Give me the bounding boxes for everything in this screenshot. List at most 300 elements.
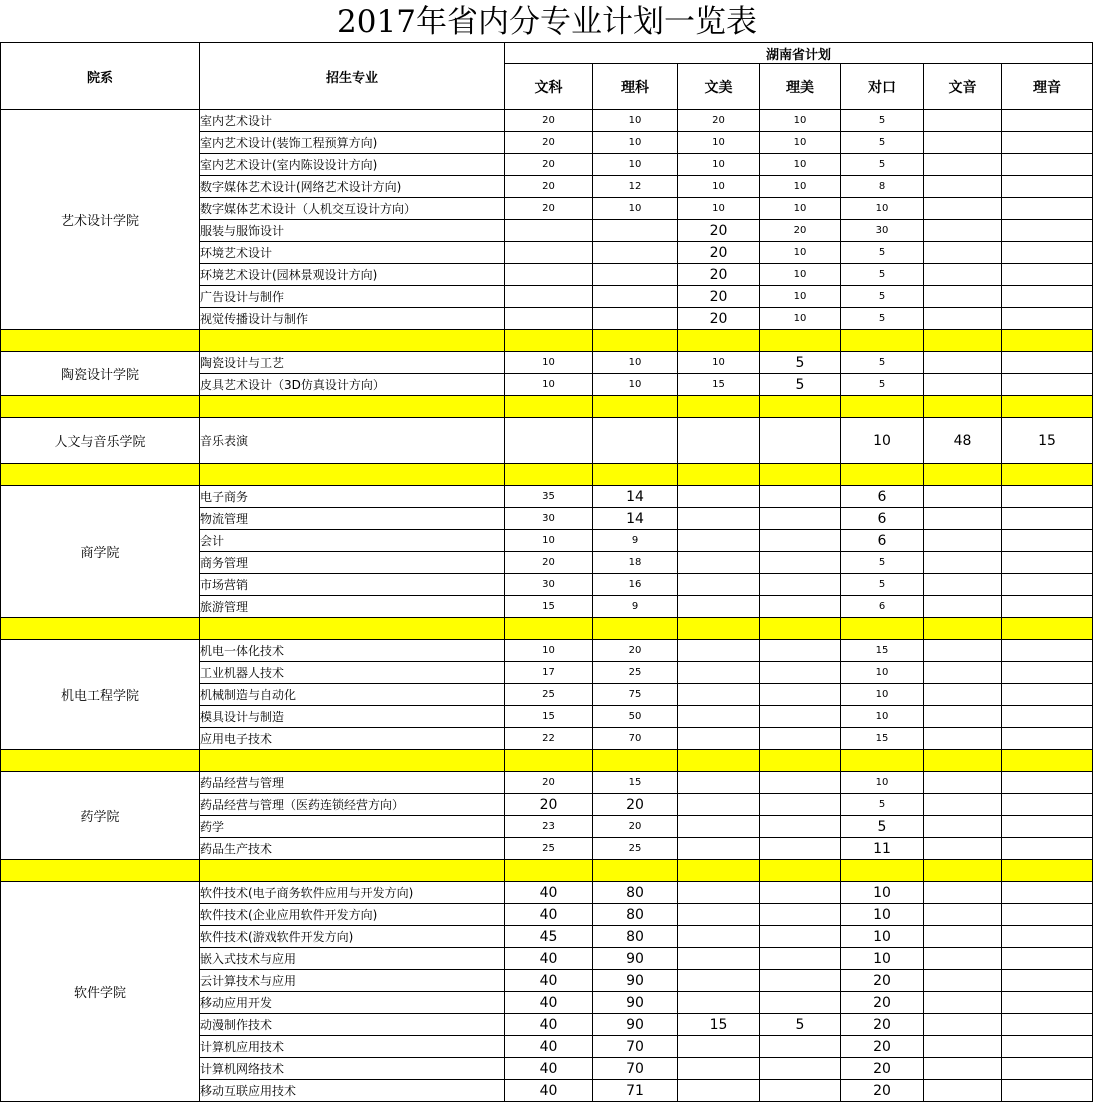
separator-cell: [760, 464, 841, 486]
quota-cell: [1002, 198, 1093, 220]
quota-cell: 15: [678, 1014, 760, 1036]
quota-cell: [924, 508, 1002, 530]
quota-cell: 40: [505, 1036, 593, 1058]
quota-cell: [1002, 574, 1093, 596]
quota-cell: 14: [593, 508, 678, 530]
quota-cell: 5: [760, 374, 841, 396]
separator-row: [1, 330, 1093, 352]
major-name: 计算机网络技术: [200, 1058, 505, 1080]
quota-cell: 15: [593, 772, 678, 794]
quota-cell: [924, 198, 1002, 220]
separator-cell: [841, 750, 924, 772]
major-name: 会计: [200, 530, 505, 552]
quota-cell: 10: [593, 198, 678, 220]
quota-cell: 90: [593, 992, 678, 1014]
quota-cell: 5: [841, 794, 924, 816]
quota-cell: [924, 640, 1002, 662]
quota-cell: [924, 110, 1002, 132]
quota-cell: 20: [841, 1058, 924, 1080]
separator-cell: [1002, 396, 1093, 418]
major-name: 机械制造与自动化: [200, 684, 505, 706]
quota-cell: [924, 794, 1002, 816]
quota-cell: 20: [593, 794, 678, 816]
quota-cell: [678, 418, 760, 464]
quota-cell: [678, 508, 760, 530]
separator-cell: [678, 750, 760, 772]
quota-cell: 10: [841, 904, 924, 926]
quota-cell: 14: [593, 486, 678, 508]
quota-cell: [505, 242, 593, 264]
major-name: 市场营销: [200, 574, 505, 596]
separator-cell: [1002, 464, 1093, 486]
major-name: 嵌入式技术与应用: [200, 948, 505, 970]
quota-cell: 80: [593, 926, 678, 948]
quota-cell: 5: [841, 574, 924, 596]
separator-cell: [760, 618, 841, 640]
table-row: [1, 352, 1093, 374]
quota-cell: 5: [841, 154, 924, 176]
major-column-header: 招生专业: [200, 43, 505, 110]
quota-cell: [760, 728, 841, 750]
separator-cell: [924, 618, 1002, 640]
quota-cell: 10: [678, 198, 760, 220]
quota-cell: [678, 882, 760, 904]
quota-cell: [924, 728, 1002, 750]
quota-cell: 48: [924, 418, 1002, 464]
quota-cell: [1002, 110, 1093, 132]
separator-cell: [1002, 750, 1093, 772]
quota-cell: 10: [593, 374, 678, 396]
major-name: 应用电子技术: [200, 728, 505, 750]
separator-cell: [1002, 618, 1093, 640]
quota-cell: [678, 1080, 760, 1102]
quota-cell: 10: [760, 308, 841, 330]
major-name: 环境艺术设计(园林景观设计方向): [200, 264, 505, 286]
major-name: 药品经营与管理（医药连锁经营方向）: [200, 794, 505, 816]
separator-cell: [1002, 330, 1093, 352]
separator-cell: [1, 618, 200, 640]
quota-cell: 10: [841, 418, 924, 464]
quota-cell: [1002, 1036, 1093, 1058]
quota-cell: 35: [505, 486, 593, 508]
quota-cell: 9: [593, 596, 678, 618]
major-name: 室内艺术设计(室内陈设设计方向): [200, 154, 505, 176]
quota-cell: [760, 904, 841, 926]
quota-cell: 11: [841, 838, 924, 860]
column-header: 对口: [841, 64, 924, 110]
quota-cell: [593, 264, 678, 286]
quota-cell: [678, 596, 760, 618]
quota-cell: [593, 242, 678, 264]
separator-cell: [1, 860, 200, 882]
separator-cell: [593, 396, 678, 418]
quota-cell: [924, 816, 1002, 838]
quota-cell: [760, 838, 841, 860]
quota-cell: 6: [841, 486, 924, 508]
quota-cell: 18: [593, 552, 678, 574]
header-row-top: [1, 43, 1093, 64]
quota-cell: 5: [841, 816, 924, 838]
major-name: 旅游管理: [200, 596, 505, 618]
quota-cell: 20: [841, 1014, 924, 1036]
quota-cell: [1002, 662, 1093, 684]
quota-cell: [760, 816, 841, 838]
quota-cell: 5: [841, 374, 924, 396]
quota-cell: 40: [505, 882, 593, 904]
separator-cell: [505, 750, 593, 772]
quota-cell: 5: [841, 132, 924, 154]
separator-cell: [678, 396, 760, 418]
quota-cell: 10: [841, 662, 924, 684]
quota-cell: [924, 220, 1002, 242]
quota-cell: [924, 486, 1002, 508]
separator-cell: [678, 330, 760, 352]
quota-cell: [1002, 486, 1093, 508]
quota-cell: 30: [841, 220, 924, 242]
separator-cell: [924, 464, 1002, 486]
quota-cell: 20: [841, 1036, 924, 1058]
quota-cell: [1002, 1080, 1093, 1102]
quota-cell: 20: [505, 552, 593, 574]
quota-cell: 20: [593, 816, 678, 838]
separator-row: [1, 750, 1093, 772]
quota-cell: 10: [760, 198, 841, 220]
quota-cell: [678, 640, 760, 662]
quota-cell: [760, 574, 841, 596]
quota-cell: [760, 418, 841, 464]
quota-cell: 70: [593, 1036, 678, 1058]
separator-cell: [200, 750, 505, 772]
quota-cell: [924, 574, 1002, 596]
major-name: 商务管理: [200, 552, 505, 574]
quota-cell: 10: [593, 132, 678, 154]
separator-cell: [760, 750, 841, 772]
dept-column-header: 院系: [1, 43, 200, 110]
quota-cell: [1002, 794, 1093, 816]
quota-cell: 10: [505, 352, 593, 374]
page-title: 2017年省内分专业计划一览表: [337, 4, 757, 40]
quota-cell: [1002, 772, 1093, 794]
separator-cell: [593, 330, 678, 352]
quota-cell: [1002, 1058, 1093, 1080]
quota-cell: 10: [841, 198, 924, 220]
major-name: 工业机器人技术: [200, 662, 505, 684]
quota-cell: 70: [593, 1058, 678, 1080]
quota-cell: [505, 418, 593, 464]
quota-cell: 23: [505, 816, 593, 838]
quota-cell: [1002, 882, 1093, 904]
quota-cell: 71: [593, 1080, 678, 1102]
separator-cell: [924, 750, 1002, 772]
separator-row: [1, 618, 1093, 640]
quota-cell: [760, 662, 841, 684]
quota-cell: [924, 706, 1002, 728]
quota-cell: [924, 684, 1002, 706]
table-row: [1, 110, 1093, 132]
quota-cell: [924, 176, 1002, 198]
major-name: 软件技术(电子商务软件应用与开发方向): [200, 882, 505, 904]
quota-cell: 10: [760, 286, 841, 308]
quota-cell: [678, 728, 760, 750]
quota-cell: [760, 1036, 841, 1058]
quota-cell: 25: [593, 838, 678, 860]
separator-cell: [505, 618, 593, 640]
quota-cell: [924, 926, 1002, 948]
quota-cell: [924, 530, 1002, 552]
quota-cell: [678, 530, 760, 552]
quota-cell: [1002, 264, 1093, 286]
quota-cell: [1002, 176, 1093, 198]
quota-cell: 40: [505, 970, 593, 992]
separator-cell: [200, 860, 505, 882]
table-row: [1, 772, 1093, 794]
quota-cell: [505, 264, 593, 286]
quota-cell: [760, 772, 841, 794]
separator-cell: [1, 464, 200, 486]
quota-cell: 45: [505, 926, 593, 948]
quota-cell: [1002, 838, 1093, 860]
quota-cell: 6: [841, 596, 924, 618]
quota-cell: [1002, 552, 1093, 574]
quota-cell: [924, 596, 1002, 618]
quota-cell: 12: [593, 176, 678, 198]
quota-cell: [760, 552, 841, 574]
column-header: 理美: [760, 64, 841, 110]
major-name: 物流管理: [200, 508, 505, 530]
quota-cell: 20: [760, 220, 841, 242]
quota-cell: 10: [760, 264, 841, 286]
quota-cell: 90: [593, 1014, 678, 1036]
quota-cell: [1002, 154, 1093, 176]
quota-cell: 15: [678, 374, 760, 396]
separator-cell: [200, 618, 505, 640]
quota-cell: 10: [760, 110, 841, 132]
quota-cell: [678, 992, 760, 1014]
quota-cell: [505, 308, 593, 330]
major-name: 计算机应用技术: [200, 1036, 505, 1058]
quota-cell: [924, 992, 1002, 1014]
quota-cell: 80: [593, 904, 678, 926]
separator-cell: [593, 750, 678, 772]
quota-cell: [924, 1080, 1002, 1102]
quota-cell: [924, 662, 1002, 684]
separator-cell: [760, 330, 841, 352]
quota-cell: [593, 308, 678, 330]
quota-cell: 15: [841, 728, 924, 750]
separator-cell: [505, 464, 593, 486]
table-row: [1, 640, 1093, 662]
separator-cell: [505, 396, 593, 418]
major-name: 服装与服饰设计: [200, 220, 505, 242]
separator-cell: [841, 396, 924, 418]
quota-cell: [1002, 286, 1093, 308]
quota-cell: [678, 1058, 760, 1080]
column-header: 文音: [924, 64, 1002, 110]
separator-cell: [678, 860, 760, 882]
quota-cell: 15: [505, 706, 593, 728]
quota-cell: 10: [678, 176, 760, 198]
quota-cell: [924, 352, 1002, 374]
quota-cell: [1002, 242, 1093, 264]
quota-cell: 70: [593, 728, 678, 750]
quota-cell: 10: [760, 132, 841, 154]
quota-cell: 20: [841, 970, 924, 992]
column-header: 文科: [505, 64, 593, 110]
quota-cell: [678, 662, 760, 684]
quota-cell: [760, 684, 841, 706]
major-name: 广告设计与制作: [200, 286, 505, 308]
quota-cell: 20: [678, 242, 760, 264]
major-name: 移动应用开发: [200, 992, 505, 1014]
quota-cell: [760, 706, 841, 728]
separator-cell: [841, 618, 924, 640]
quota-cell: 75: [593, 684, 678, 706]
province-plan-header: 湖南省计划: [505, 43, 1093, 64]
quota-cell: [678, 574, 760, 596]
quota-cell: [924, 132, 1002, 154]
quota-cell: 40: [505, 1080, 593, 1102]
separator-cell: [593, 464, 678, 486]
major-name: 移动互联应用技术: [200, 1080, 505, 1102]
quota-cell: 5: [760, 1014, 841, 1036]
quota-cell: [1002, 596, 1093, 618]
table-row: [1, 882, 1093, 904]
quota-cell: 10: [841, 772, 924, 794]
column-header: 文美: [678, 64, 760, 110]
major-name: 音乐表演: [200, 418, 505, 464]
major-name: 数字媒体艺术设计(网络艺术设计方向): [200, 176, 505, 198]
quota-cell: 25: [593, 662, 678, 684]
quota-cell: [760, 640, 841, 662]
separator-cell: [505, 860, 593, 882]
separator-cell: [1, 396, 200, 418]
quota-cell: [924, 552, 1002, 574]
quota-cell: 20: [593, 640, 678, 662]
quota-cell: [924, 308, 1002, 330]
separator-row: [1, 464, 1093, 486]
quota-cell: 10: [760, 242, 841, 264]
major-name: 室内艺术设计: [200, 110, 505, 132]
quota-cell: [505, 220, 593, 242]
quota-cell: 20: [505, 132, 593, 154]
quota-cell: 50: [593, 706, 678, 728]
quota-cell: [760, 970, 841, 992]
quota-cell: 90: [593, 970, 678, 992]
separator-cell: [593, 860, 678, 882]
major-name: 软件技术(游戏软件开发方向): [200, 926, 505, 948]
quota-cell: 10: [593, 154, 678, 176]
separator-cell: [760, 396, 841, 418]
quota-cell: [678, 794, 760, 816]
quota-cell: [760, 530, 841, 552]
quota-cell: [1002, 970, 1093, 992]
quota-cell: 22: [505, 728, 593, 750]
column-header: 理音: [1002, 64, 1093, 110]
department-name: 人文与音乐学院: [1, 418, 200, 464]
quota-cell: 10: [841, 882, 924, 904]
major-name: 陶瓷设计与工艺: [200, 352, 505, 374]
quota-cell: 10: [760, 154, 841, 176]
separator-cell: [678, 618, 760, 640]
quota-cell: 10: [505, 640, 593, 662]
major-name: 机电一体化技术: [200, 640, 505, 662]
separator-cell: [593, 618, 678, 640]
separator-cell: [924, 396, 1002, 418]
quota-cell: [1002, 816, 1093, 838]
quota-cell: [924, 1014, 1002, 1036]
quota-cell: 16: [593, 574, 678, 596]
table-row: [1, 486, 1093, 508]
quota-cell: 30: [505, 508, 593, 530]
quota-cell: 6: [841, 508, 924, 530]
quota-cell: 20: [841, 1080, 924, 1102]
quota-cell: [678, 486, 760, 508]
quota-cell: [678, 1036, 760, 1058]
column-header: 理科: [593, 64, 678, 110]
separator-cell: [200, 464, 505, 486]
quota-cell: [924, 286, 1002, 308]
quota-cell: [593, 220, 678, 242]
quota-cell: [924, 838, 1002, 860]
quota-cell: [924, 948, 1002, 970]
quota-cell: [1002, 308, 1093, 330]
quota-cell: [678, 904, 760, 926]
quota-cell: [760, 596, 841, 618]
separator-cell: [1002, 860, 1093, 882]
separator-cell: [841, 464, 924, 486]
quota-cell: [924, 970, 1002, 992]
quota-cell: 10: [593, 352, 678, 374]
quota-cell: [1002, 948, 1093, 970]
quota-cell: [678, 948, 760, 970]
quota-cell: [1002, 220, 1093, 242]
quota-cell: 10: [841, 684, 924, 706]
major-name: 皮具艺术设计（3D仿真设计方向）: [200, 374, 505, 396]
quota-cell: 10: [841, 706, 924, 728]
quota-cell: 20: [678, 110, 760, 132]
quota-cell: [924, 242, 1002, 264]
quota-cell: 40: [505, 992, 593, 1014]
quota-cell: 17: [505, 662, 593, 684]
quota-cell: 20: [505, 110, 593, 132]
quota-cell: [760, 486, 841, 508]
separator-cell: [1, 330, 200, 352]
quota-cell: [678, 552, 760, 574]
quota-cell: 40: [505, 1014, 593, 1036]
quota-cell: 20: [678, 220, 760, 242]
separator-cell: [924, 860, 1002, 882]
quota-cell: [1002, 684, 1093, 706]
quota-cell: 80: [593, 882, 678, 904]
enrollment-plan-table: [0, 42, 1093, 1102]
department-name: 软件学院: [1, 882, 200, 1102]
quota-cell: [1002, 728, 1093, 750]
quota-cell: 15: [841, 640, 924, 662]
major-name: 环境艺术设计: [200, 242, 505, 264]
department-name: 陶瓷设计学院: [1, 352, 200, 396]
quota-cell: 20: [505, 772, 593, 794]
quota-cell: [678, 706, 760, 728]
quota-cell: [760, 882, 841, 904]
quota-cell: [678, 970, 760, 992]
major-name: 药品经营与管理: [200, 772, 505, 794]
quota-cell: 5: [841, 286, 924, 308]
quota-cell: 10: [678, 154, 760, 176]
quota-cell: 10: [760, 176, 841, 198]
separator-cell: [200, 330, 505, 352]
quota-cell: [678, 838, 760, 860]
quota-cell: [1002, 904, 1093, 926]
